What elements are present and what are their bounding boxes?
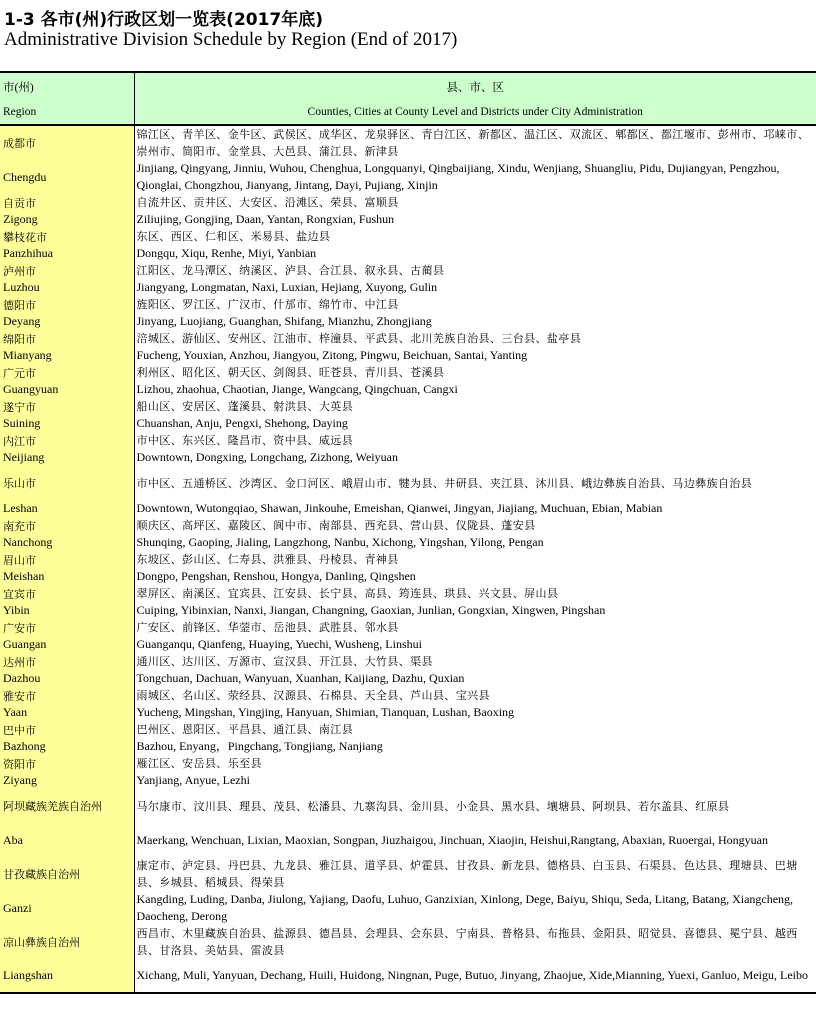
division-list: 自流井区、贡井区、大安区、沿滩区、荣县、富顺县 xyxy=(136,196,399,209)
region-name: 内江市 xyxy=(0,432,134,449)
table-row xyxy=(0,891,816,925)
region-name: Yibin xyxy=(0,602,134,619)
region-name: 自贡市 xyxy=(0,194,134,211)
header-divisions-en: Counties, Cities at County Level and Districts under City Administration xyxy=(134,100,816,125)
table-row xyxy=(0,228,816,245)
table-row xyxy=(0,330,816,347)
table-row xyxy=(0,959,816,993)
region-name: 巴中市 xyxy=(0,721,134,738)
region-name: Deyang xyxy=(0,313,134,330)
region-name: Luzhou xyxy=(0,279,134,296)
region-name: Suining xyxy=(0,415,134,432)
region-name: 眉山市 xyxy=(0,551,134,568)
region-name: Aba xyxy=(0,823,134,857)
division-list: 雨城区、名山区、荥经县、汉源县、石棉县、天全县、芦山县、宝兴县 xyxy=(136,689,490,702)
division-list: 东区、西区、仁和区、米易县、盐边县 xyxy=(136,230,331,243)
region-name: 凉山彝族自治州 xyxy=(0,925,134,959)
region-name: 泸州市 xyxy=(0,262,134,279)
table-row xyxy=(0,823,816,857)
table-row xyxy=(0,500,816,517)
table-row xyxy=(0,602,816,619)
region-name: Zigong xyxy=(0,211,134,228)
region-name: Bazhong xyxy=(0,738,134,755)
table-row xyxy=(0,551,816,568)
division-list: Cuiping, Yibinxian, Nanxi, Jiangan, Changning, Gaoxian, Junlian, Gongxian, Xingwen, Pingshan xyxy=(136,603,606,617)
division-list: Ziliujing, Gongjing, Daan, Yantan, Rongxian, Fushun xyxy=(136,212,395,226)
division-list: Maerkang, Wenchuan, Lixian, Maoxian, Songpan, Jiuzhaigou, Jinchuan, Xiaojin, Heishui,Rangtang, Abaxian, Ruoergai, Hongyuan xyxy=(136,832,768,847)
table-row xyxy=(0,381,816,398)
region-name: Yaan xyxy=(0,704,134,721)
region-name: 绵阳市 xyxy=(0,330,134,347)
division-list: 马尔康市、汶川县、理县、茂县、松潘县、九寨沟县、金川县、小金县、黑水县、壤塘县、阿坝县、若尔盖县、红原县 xyxy=(136,799,730,813)
division-list: Lizhou, zhaohua, Chaotian, Jiange, Wangcang, Qingchuan, Cangxi xyxy=(136,382,458,396)
division-list: Tongchuan, Dachuan, Wanyuan, Xuanhan, Kaijiang, Dazhu, Quxian xyxy=(136,671,465,685)
region-name: 宜宾市 xyxy=(0,585,134,602)
table-row xyxy=(0,313,816,330)
table-row xyxy=(0,347,816,364)
region-name: Leshan xyxy=(0,500,134,517)
region-name: 广元市 xyxy=(0,364,134,381)
division-list: Xichang, Muli, Yanyuan, Dechang, Huili, Huidong, Ningnan, Puge, Butuo, Jinyang, Zhaojue, Xide,Mianning, Yuexi, Ganluo, Meigu, Leibo xyxy=(134,959,816,993)
region-name: 资阳市 xyxy=(0,755,134,772)
table-row xyxy=(0,279,816,296)
division-list: 康定市、泸定县、丹巴县、九龙县、雅江县、道孚县、炉霍县、甘孜县、新龙县、德格县、白玉县、石渠县、色达县、理塘县、巴塘县、乡城县、稻城县、得荣县 xyxy=(136,859,798,889)
region-name: Chengdu xyxy=(0,160,134,194)
header-region-en: Region xyxy=(0,100,134,125)
table-row xyxy=(0,772,816,789)
division-list: 涪城区、游仙区、安州区、江油市、梓潼县、平武县、北川羌族自治县、三台县、盐亭县 xyxy=(136,332,582,345)
division-list: Yanjiang, Anyue, Lezhi xyxy=(136,773,250,787)
page-title-english: Administrative Division Schedule by Region (End of 2017) xyxy=(4,29,458,50)
division-list: 广安区、前锋区、华蓥市、岳池县、武胜县、邻水县 xyxy=(136,621,399,634)
region-name: Mianyang xyxy=(0,347,134,364)
region-name: Panzhihua xyxy=(0,245,134,262)
table-row xyxy=(0,194,816,211)
division-list: Fucheng, Youxian, Anzhou, Jiangyou, Zitong, Pingwu, Beichuan, Santai, Yanting xyxy=(136,348,528,362)
region-name: Ganzi xyxy=(0,891,134,925)
table-row xyxy=(0,585,816,602)
region-name: 成都市 xyxy=(0,125,134,160)
table-row xyxy=(0,534,816,551)
division-list: Shunqing, Gaoping, Jialing, Langzhong, Nanbu, Xichong, Yingshan, Yilong, Pengan xyxy=(136,535,544,549)
division-list: Kangding, Luding, Danba, Jiulong, Yajiang, Daofu, Luhuo, Ganzixian, Xinlong, Dege, Baiyu, Shiqu, Seda, Litang, Batang, Xiangcheng, Daocheng, Derong xyxy=(136,892,794,923)
table-row xyxy=(0,687,816,704)
region-name: Nanchong xyxy=(0,534,134,551)
table-row xyxy=(0,653,816,670)
table-row xyxy=(0,415,816,432)
division-list: 市中区、五通桥区、沙湾区、金口河区、峨眉山市、犍为县、井研县、夹江县、沐川县、峨边彝族自治县、马边彝族自治县 xyxy=(136,476,753,490)
division-list: 通川区、达川区、万源市、宣汉县、开江县、大竹县、渠县 xyxy=(136,655,433,668)
division-list: 雁江区、安岳县、乐至县 xyxy=(136,757,262,770)
table-row xyxy=(0,517,816,534)
division-list: 翠屏区、南溪区、宜宾县、江安县、长宁县、高县、筠连县、珙县、兴文县、屏山县 xyxy=(136,587,559,600)
table-row xyxy=(0,245,816,262)
region-name: 阿坝藏族羌族自治州 xyxy=(0,789,134,823)
division-list: Yucheng, Mingshan, Yingjing, Hanyuan, Shimian, Tianquan, Lushan, Baoxing xyxy=(136,705,515,719)
table-row xyxy=(0,789,816,823)
division-list: 江阳区、龙马潭区、纳溪区、泸县、合江县、叙永县、古蔺县 xyxy=(136,264,445,277)
table-row xyxy=(0,738,816,755)
table-row xyxy=(0,449,816,466)
table-row xyxy=(0,721,816,738)
region-name: 德阳市 xyxy=(0,296,134,313)
table-row xyxy=(0,857,816,891)
table-row xyxy=(0,262,816,279)
table-body xyxy=(0,125,816,993)
region-name: 遂宁市 xyxy=(0,398,134,415)
region-name: Neijiang xyxy=(0,449,134,466)
division-list: Dongqu, Xiqu, Renhe, Miyi, Yanbian xyxy=(136,246,317,260)
page-title-chinese: 1-3 各市(州)行政区划一览表(2017年底) xyxy=(4,10,324,30)
division-list: 西昌市、木里藏族自治县、盐源县、德昌县、会理县、会东县、宁南县、普格县、布拖县、金阳县、昭觉县、喜德县、冕宁县、越西县、甘洛县、美姑县、雷波县 xyxy=(136,927,798,957)
table-row xyxy=(0,636,816,653)
region-name: Liangshan xyxy=(0,959,134,993)
table-row xyxy=(0,296,816,313)
division-list: Guanganqu, Qianfeng, Huaying, Yuechi, Wusheng, Linshui xyxy=(136,637,422,651)
region-name: Guangyuan xyxy=(0,381,134,398)
table-row xyxy=(0,704,816,721)
division-list: 旌阳区、罗江区、广汉市、什邡市、绵竹市、中江县 xyxy=(136,298,399,311)
region-name: 乐山市 xyxy=(0,466,134,500)
division-list: Dongpo, Pengshan, Renshou, Hongya, Danling, Qingshen xyxy=(136,569,416,583)
table-row xyxy=(0,211,816,228)
table-row xyxy=(0,432,816,449)
region-name: Meishan xyxy=(0,568,134,585)
region-name: 达州市 xyxy=(0,653,134,670)
division-list: 东坡区、彭山区、仁寿县、洪雅县、丹棱县、青神县 xyxy=(136,553,399,566)
division-list: 利州区、昭化区、朝天区、剑阁县、旺苍县、青川县、苍溪县 xyxy=(136,366,445,379)
table-row xyxy=(0,568,816,585)
region-name: 广安市 xyxy=(0,619,134,636)
division-list: Jinyang, Luojiang, Guanghan, Shifang, Mianzhu, Zhongjiang xyxy=(136,314,432,328)
division-list: Chuanshan, Anju, Pengxi, Shehong, Daying xyxy=(136,416,348,430)
region-name: Ziyang xyxy=(0,772,134,789)
region-name: 攀枝花市 xyxy=(0,228,134,245)
region-name: 甘孜藏族自治州 xyxy=(0,857,134,891)
table-row xyxy=(0,125,816,160)
table-row xyxy=(0,925,816,959)
division-list: 船山区、安居区、蓬溪县、射洪县、大英县 xyxy=(136,400,354,413)
table-header xyxy=(0,72,816,125)
region-name: 雅安市 xyxy=(0,687,134,704)
table-row xyxy=(0,160,816,194)
region-name: Dazhou xyxy=(0,670,134,687)
table-row xyxy=(0,755,816,772)
division-list: Jinjiang, Qingyang, Jinniu, Wuhou, Chenghua, Longquanyi, Qingbaijiang, Xindu, Wenjiang, Shuangliu, Pidu, Dujiangyan, Pengzhou, Qionglai, Chongzhou, Jianyang, Jintang, Dayi, Pujiang, Xinjin xyxy=(136,161,780,192)
division-list: Downtown, Dongxing, Longchang, Zizhong, Weiyuan xyxy=(136,450,398,464)
division-list: Bazhou, Enyang，Pingchang, Tongjiang, Nanjiang xyxy=(136,739,383,753)
division-list: 锦江区、青羊区、金牛区、武侯区、成华区、龙泉驿区、青白江区、新都区、温江区、双流区、郫都区、都江堰市、彭州市、邛崃市、崇州市、简阳市、金堂县、大邑县、蒲江县、新津县 xyxy=(136,128,810,158)
division-list: 巴州区、恩阳区、平昌县、通江县、南江县 xyxy=(136,723,354,736)
division-list: Downtown, Wutongqiao, Shawan, Jinkouhe, Emeishan, Qianwei, Jingyan, Jiajiang, Muchuan, Ebian, Mabian xyxy=(136,501,663,515)
table-row xyxy=(0,364,816,381)
table-row xyxy=(0,398,816,415)
table-row xyxy=(0,466,816,500)
header-divisions-zh: 县、市、区 xyxy=(134,72,816,100)
table-row xyxy=(0,619,816,636)
table-row xyxy=(0,670,816,687)
header-region-zh: 市(州) xyxy=(0,72,134,100)
division-list: 顺庆区、高坪区、嘉陵区、阆中市、南部县、西充县、营山县、仪陇县、蓬安县 xyxy=(136,519,536,532)
region-name: 南充市 xyxy=(0,517,134,534)
division-list: 市中区、东兴区、隆昌市、资中县、威远县 xyxy=(136,434,354,447)
region-name: Guangan xyxy=(0,636,134,653)
division-list: Jiangyang, Longmatan, Naxi, Luxian, Hejiang, Xuyong, Gulin xyxy=(136,280,438,294)
division-table xyxy=(0,71,816,994)
